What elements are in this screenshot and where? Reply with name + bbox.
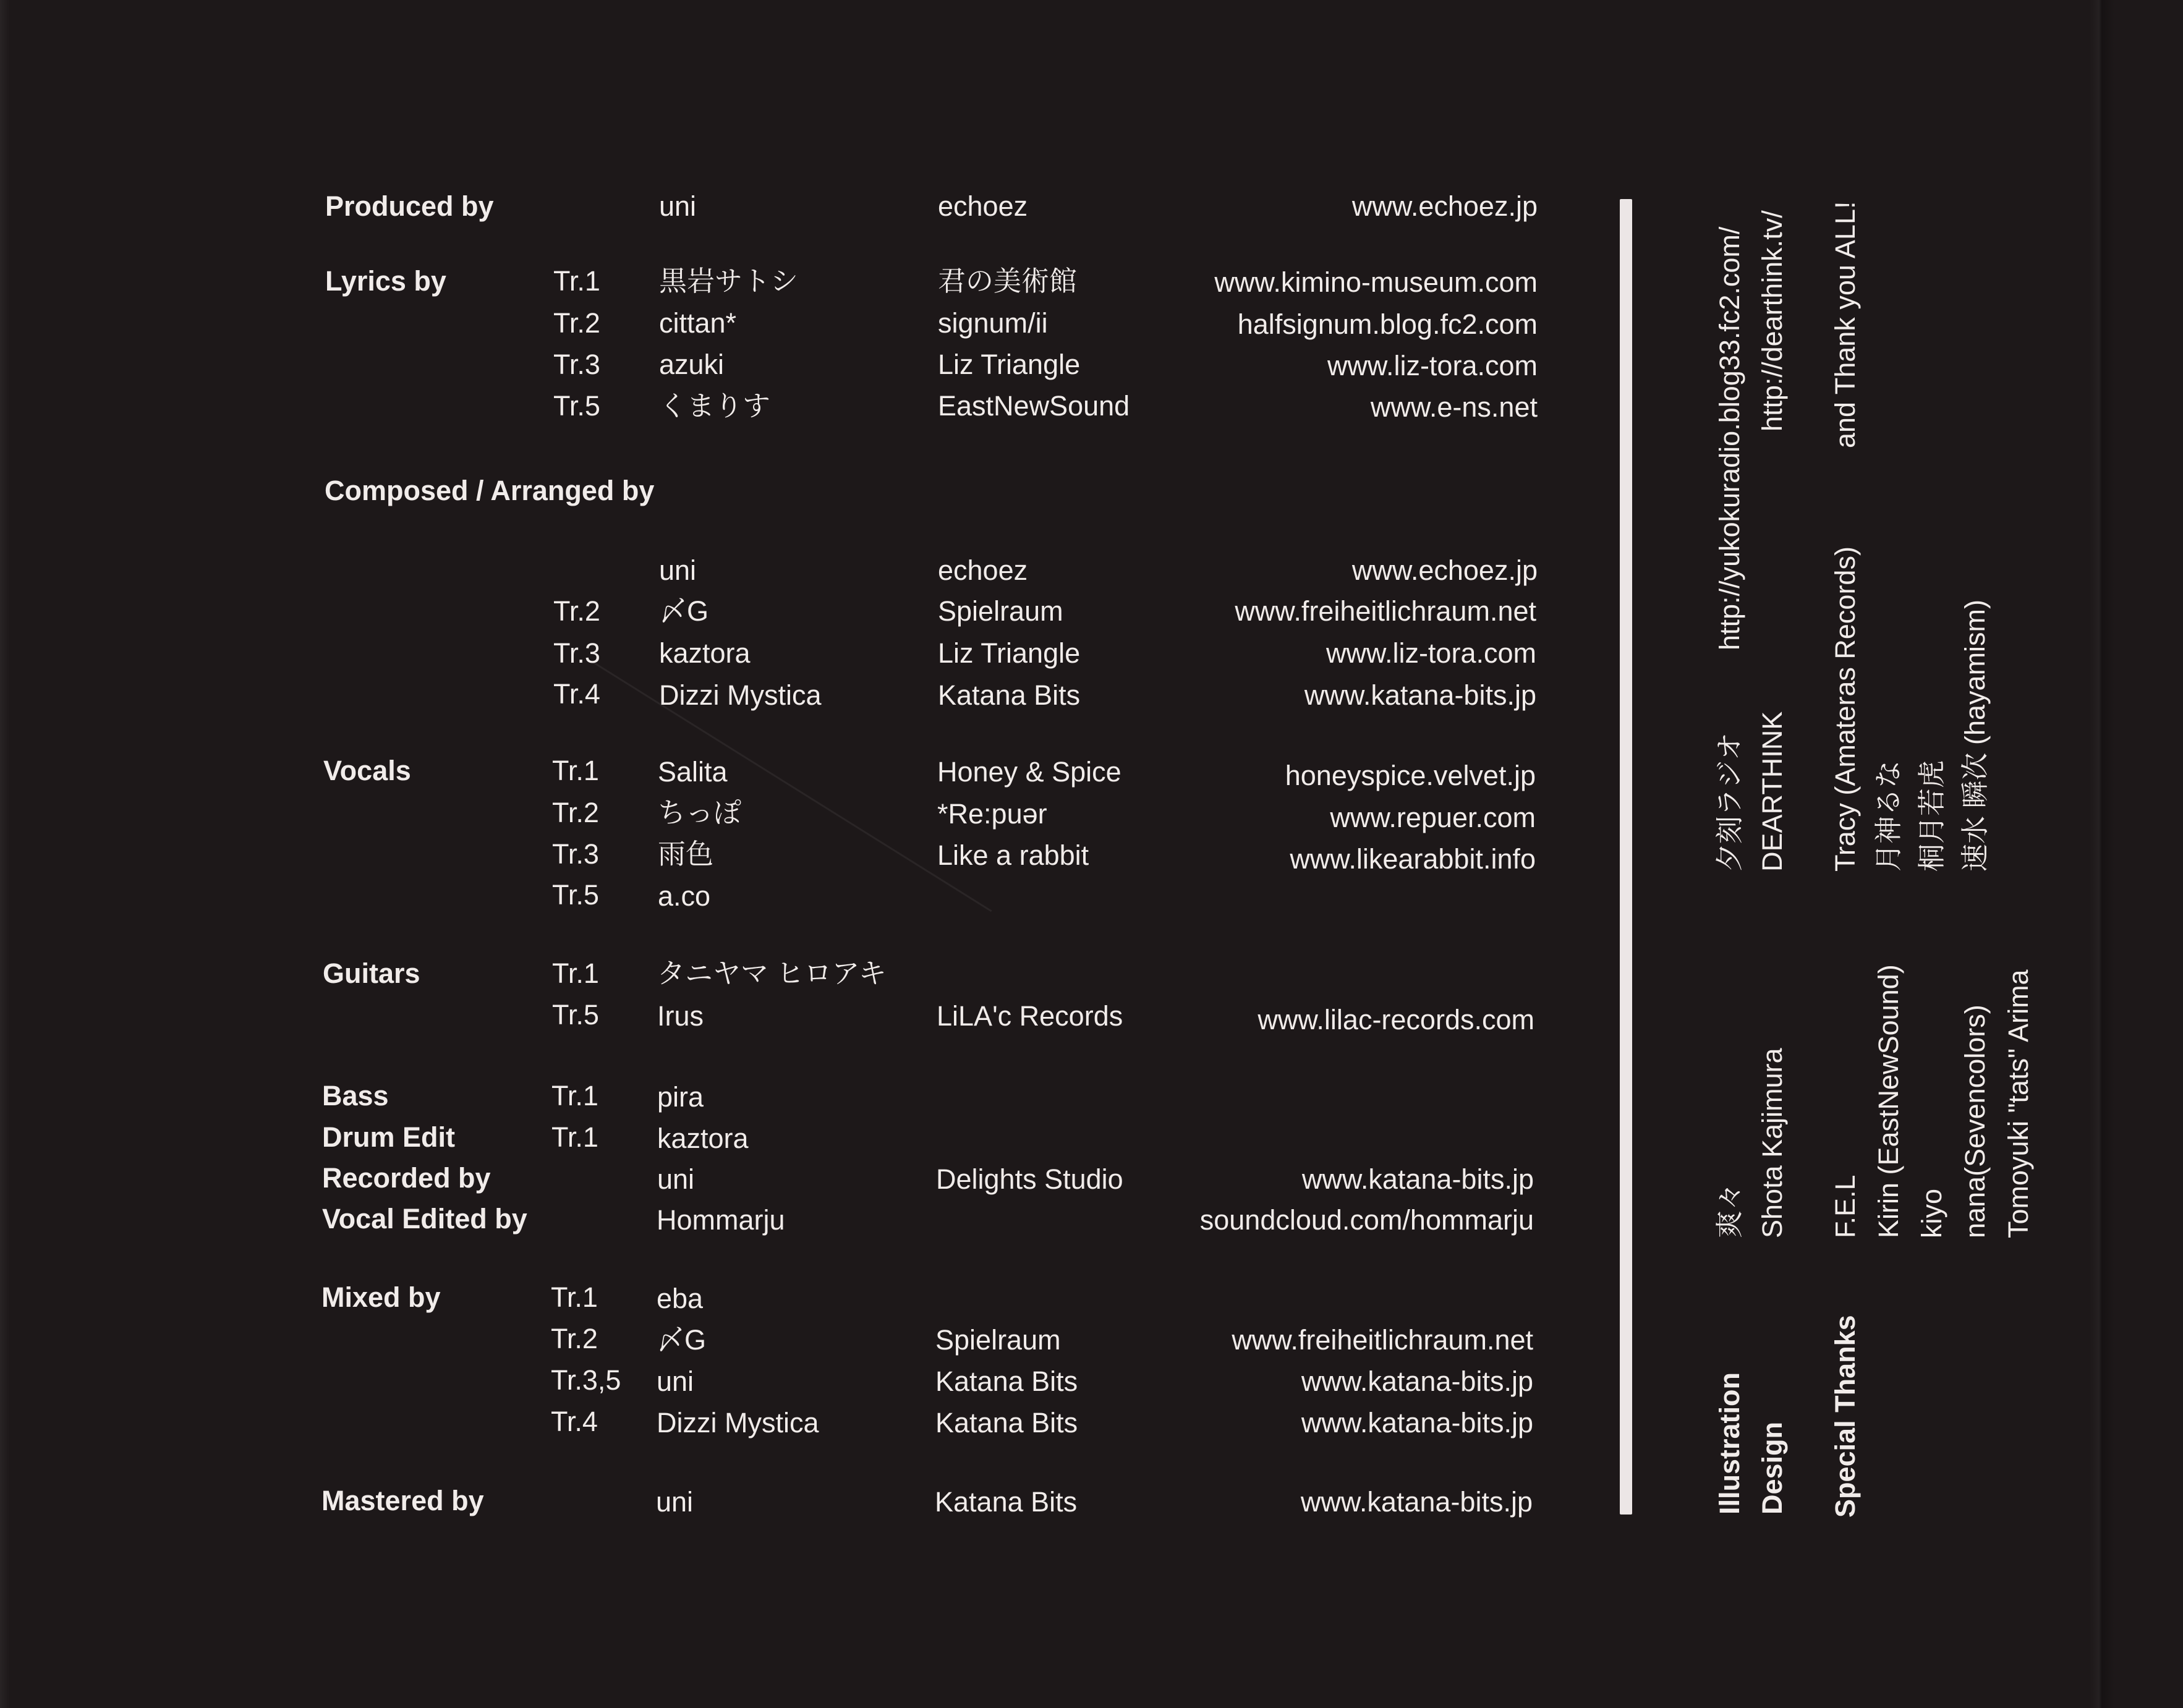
credit-name: 黒岩サトシ bbox=[659, 265, 799, 297]
credit-role: Mixed by bbox=[321, 1281, 441, 1313]
thanks-name: nana(Sevencolors) bbox=[1959, 1005, 1991, 1238]
credit-track: Tr.1 bbox=[551, 1281, 598, 1313]
credit-track: Tr.5 bbox=[552, 879, 599, 911]
credit-url: www.freiheitlichraum.net bbox=[1235, 595, 1536, 627]
credit-name: kaztora bbox=[659, 637, 751, 669]
credit-org: Spielraum bbox=[938, 595, 1063, 627]
credit-name: 〆G bbox=[659, 595, 709, 627]
credit-org: Like a rabbit bbox=[937, 839, 1089, 871]
credit-url: halfsignum.blog.fc2.com bbox=[1237, 308, 1538, 340]
credit-org: Honey & Spice bbox=[937, 756, 1121, 788]
credit-url: www.lilac-records.com bbox=[1257, 1004, 1534, 1035]
thanks-name: kiyo bbox=[1916, 1188, 1947, 1238]
credit-url: www.liz-tora.com bbox=[1327, 350, 1538, 381]
credit-org: echoez bbox=[938, 190, 1028, 222]
credit-role: Drum Edit bbox=[322, 1121, 456, 1153]
credit-url: soundcloud.com/hommarju bbox=[1199, 1204, 1534, 1236]
credit-url: www.e-ns.net bbox=[1370, 391, 1538, 423]
credit-track: Tr.2 bbox=[551, 1323, 598, 1354]
credit-name: Dizzi Mystica bbox=[657, 1407, 819, 1438]
credit-name: a.co bbox=[658, 880, 711, 912]
credit-org: Katana Bits bbox=[935, 1407, 1078, 1438]
credit-track: Tr.3 bbox=[552, 838, 599, 870]
credit-url: www.katana-bits.jp bbox=[1304, 679, 1536, 711]
credit-track: Tr.1 bbox=[553, 265, 600, 297]
credit-org: echoez bbox=[938, 554, 1028, 586]
credit-name: uni bbox=[656, 1486, 694, 1518]
design-circle: DEARTHINK bbox=[1756, 711, 1788, 872]
credit-track: Tr.3 bbox=[553, 349, 600, 380]
credit-track: Tr.1 bbox=[551, 1121, 598, 1153]
design-name: Shota Kajimura bbox=[1756, 1048, 1788, 1238]
thanks-name: F.E.L bbox=[1829, 1175, 1861, 1238]
illustration-name: 爽々 bbox=[1714, 1182, 1745, 1238]
credit-url: www.kimino-museum.com bbox=[1214, 266, 1538, 298]
credit-name: タニヤマ ヒロアキ bbox=[657, 958, 887, 989]
credit-name: uni bbox=[657, 1163, 695, 1195]
credit-name: Hommarju bbox=[657, 1204, 785, 1236]
illustration-circle: 夕刻ラジオ bbox=[1714, 732, 1745, 872]
credit-name: 雨色 bbox=[658, 838, 714, 870]
design-url: http://dearthink.tv/ bbox=[1756, 210, 1788, 431]
credit-name: azuki bbox=[659, 349, 725, 380]
credit-url: www.repuer.com bbox=[1330, 802, 1536, 833]
credit-track: Tr.1 bbox=[552, 755, 599, 786]
credit-org: Liz Triangle bbox=[938, 637, 1081, 669]
thanks-name: 月神るな bbox=[1873, 760, 1904, 872]
credit-role: Composed / Arranged by bbox=[325, 475, 655, 506]
credit-org: EastNewSound bbox=[938, 390, 1130, 422]
thanks-name: 桐月若虎 bbox=[1916, 760, 1947, 872]
credit-name: Dizzi Mystica bbox=[659, 679, 822, 711]
illustration-url: http://yukokuradio.blog33.fc2.com/ bbox=[1714, 226, 1745, 650]
credit-url: www.katana-bits.jp bbox=[1301, 1366, 1533, 1397]
credit-role: Guitars bbox=[323, 958, 420, 989]
credit-org: *Re:puər bbox=[937, 798, 1047, 830]
credit-name: uni bbox=[657, 1366, 694, 1397]
credit-role: Mastered by bbox=[321, 1485, 484, 1516]
credit-name: uni bbox=[659, 190, 697, 222]
thanks-closing: and Thank you ALL! bbox=[1829, 201, 1861, 448]
thanks-label: Special Thanks bbox=[1829, 1315, 1861, 1518]
credit-track: Tr.4 bbox=[553, 678, 600, 710]
credit-org: LiLA'c Records bbox=[937, 1000, 1123, 1032]
thanks-name: Tomoyuki "tats" Arima bbox=[2002, 969, 2034, 1238]
credit-url: www.likearabbit.info bbox=[1290, 843, 1536, 875]
credit-track: Tr.2 bbox=[553, 307, 600, 339]
credit-name: uni bbox=[659, 554, 697, 586]
credit-name: cittan* bbox=[659, 307, 737, 339]
credit-name: くまりす bbox=[659, 390, 771, 422]
credit-track: Tr.2 bbox=[552, 797, 599, 828]
credit-track: Tr.1 bbox=[551, 1080, 598, 1111]
design-label: Design bbox=[1756, 1421, 1788, 1515]
credit-name: kaztora bbox=[657, 1123, 749, 1154]
credit-name: pira bbox=[657, 1081, 704, 1113]
credit-name: 〆G bbox=[657, 1324, 707, 1356]
illustration-label: Illustration bbox=[1714, 1372, 1745, 1515]
credit-org: Katana Bits bbox=[938, 679, 1081, 711]
credit-track: Tr.1 bbox=[552, 958, 599, 989]
credit-org: Delights Studio bbox=[936, 1163, 1123, 1195]
credit-org: Spielraum bbox=[935, 1324, 1061, 1356]
credit-track: Tr.2 bbox=[553, 595, 600, 627]
credit-role: Bass bbox=[322, 1080, 389, 1111]
credit-name: eba bbox=[657, 1283, 704, 1314]
credit-track: Tr.3,5 bbox=[551, 1364, 621, 1396]
credit-track: Tr.5 bbox=[553, 390, 600, 422]
credit-org: Katana Bits bbox=[935, 1366, 1078, 1397]
credit-url: www.katana-bits.jp bbox=[1300, 1486, 1533, 1518]
credit-org: signum/ii bbox=[938, 307, 1048, 339]
credit-url: honeyspice.velvet.jp bbox=[1285, 760, 1536, 791]
credit-url: www.freiheitlichraum.net bbox=[1232, 1324, 1533, 1356]
thanks-name: Tracy (Amateras Records) bbox=[1829, 546, 1861, 872]
credit-role: Lyrics by bbox=[325, 265, 446, 297]
credit-url: www.echoez.jp bbox=[1351, 190, 1538, 222]
thanks-name: Kirin (EastNewSound) bbox=[1873, 964, 1904, 1238]
credit-org: Liz Triangle bbox=[938, 349, 1081, 380]
credit-track: Tr.3 bbox=[553, 637, 600, 669]
credit-role: Vocals bbox=[323, 755, 411, 786]
credit-url: www.katana-bits.jp bbox=[1301, 1163, 1534, 1195]
credit-url: www.katana-bits.jp bbox=[1301, 1407, 1533, 1438]
credit-role: Produced by bbox=[325, 190, 494, 222]
credit-url: www.liz-tora.com bbox=[1326, 637, 1536, 669]
vertical-divider bbox=[1620, 199, 1632, 1515]
credit-role: Vocal Edited by bbox=[322, 1203, 527, 1234]
thanks-name: 速水 瞬次 (hayamism) bbox=[1959, 599, 1991, 872]
credit-name: Salita bbox=[658, 756, 728, 788]
credit-role: Recorded by bbox=[322, 1162, 491, 1194]
credit-name: ちっぽ bbox=[658, 797, 742, 828]
credit-track: Tr.4 bbox=[551, 1406, 598, 1437]
credit-org: Katana Bits bbox=[935, 1486, 1078, 1518]
credit-url: www.echoez.jp bbox=[1351, 554, 1538, 586]
credit-org: 君の美術館 bbox=[938, 265, 1078, 297]
credit-name: Irus bbox=[657, 1000, 704, 1032]
credit-track: Tr.5 bbox=[552, 999, 599, 1030]
